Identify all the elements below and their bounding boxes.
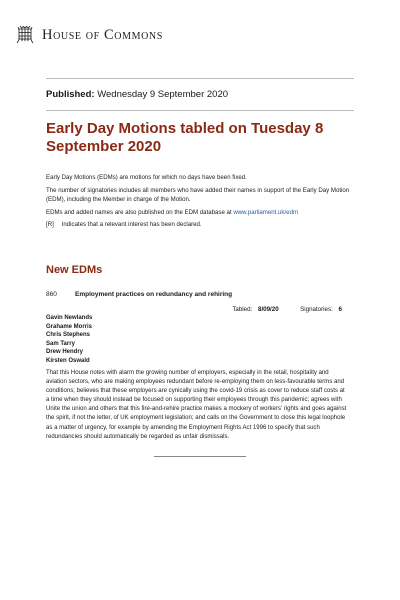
published-label: Published: bbox=[46, 89, 95, 100]
section-heading-new-edms: New EDMs bbox=[46, 264, 103, 276]
tabled-date: 8/09/20 bbox=[258, 306, 279, 313]
tabled-label: Tabled: bbox=[232, 306, 253, 313]
divider-footer bbox=[154, 456, 246, 457]
edm-number: 860 bbox=[46, 291, 57, 298]
signatory-name: Grahame Morris bbox=[46, 323, 93, 330]
intro-paragraph-3 bbox=[46, 208, 356, 217]
published-line bbox=[46, 89, 228, 100]
signatory-name: Chris Stephens bbox=[46, 332, 91, 339]
signatory-name: Kirsten Oswald bbox=[46, 357, 90, 364]
signatory-name: Gavin Newlands bbox=[46, 315, 93, 321]
divider-middle bbox=[46, 110, 354, 111]
signatories-label: Signatories: bbox=[300, 306, 333, 313]
page-title: Early Day Motions tabled on Tuesday 8 September 2020 bbox=[46, 120, 324, 155]
divider-top bbox=[46, 78, 354, 79]
signatories-count: 6 bbox=[338, 306, 342, 313]
signatory-name: Drew Hendry bbox=[46, 349, 84, 356]
intro-paragraph-1: Early Day Motions (EDMs) are motions for which no days have been fixed. bbox=[46, 174, 247, 181]
intro-paragraph-3-text: EDMs and added names are also published on the EDM database at bbox=[46, 209, 232, 216]
relevant-interest-text: Indicates that a relevant interest has been declared. bbox=[61, 221, 202, 228]
portcullis-icon bbox=[16, 25, 34, 45]
edm-database-link[interactable]: www.parliament.uk/edm bbox=[233, 209, 299, 216]
signatories-list bbox=[46, 314, 92, 366]
intro-paragraph-2: The number of signatories includes all members who have added their names in support of the Early Day Motion (EDM), including the Member in charge of the Motion. bbox=[46, 187, 350, 203]
organisation-name: House of Commons bbox=[42, 26, 163, 43]
edm-title: Employment practices on redundancy and rehiring bbox=[75, 291, 233, 298]
edm-meta bbox=[232, 306, 342, 313]
page-header bbox=[16, 25, 163, 45]
intro-paragraph-4 bbox=[46, 220, 356, 229]
signatory-name: Sam Tarry bbox=[46, 340, 75, 347]
motion-text: That this House notes with alarm the growing number of employers, especially in the retail, hospitality and aviation sectors, who are making employees redundant before re-employing them on less-favourable terms and conditions; believes that these employers are cynically using the covid-19 crisis as cover to reduce staff costs at a time when they should instead be focused on supporting their employees through this pandemic; agrees with Unite the union and others that this fire-and-rehire practice makes a mockery of workers' rights and goes against the spirit, if not the letter, of UK employment legislation; and calls on the Government to close this legal loophole as a matter of urgency, for example by amending the Employment Rights Act 1996 to specify that such redundancies should automatically be regarded as unfair dismissals. bbox=[46, 370, 347, 440]
relevant-interest-tag: [R] bbox=[46, 221, 54, 228]
published-date: Wednesday 9 September 2020 bbox=[97, 89, 229, 100]
